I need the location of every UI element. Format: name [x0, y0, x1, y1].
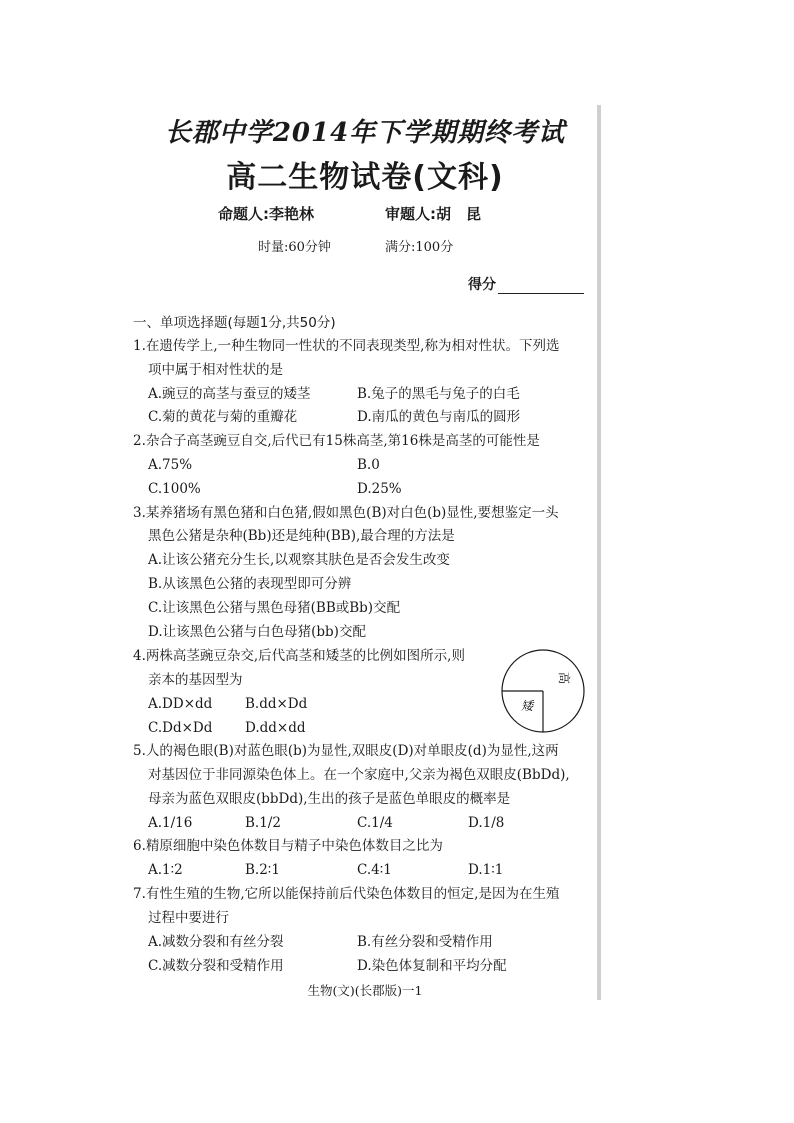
option-b: B.dd×Dd — [245, 696, 308, 712]
option-c: C.4∶1 — [357, 862, 392, 878]
time-limit: 时量:60分钟 — [258, 240, 331, 255]
ratio-pie-figure — [500, 648, 586, 734]
question-line: 过程中要进行 — [148, 910, 229, 926]
option-a: A.减数分裂和有丝分裂 — [148, 934, 284, 950]
option-c: C.减数分裂和受精作用 — [148, 958, 284, 974]
question-line: 7.有性生殖的生物,它所以能保持前后代染色体数目的恒定,是因为在生殖 — [133, 886, 560, 902]
option-c: C.让该黑色公猪与黑色母猪(BB或Bb)交配 — [148, 600, 401, 616]
question-line: 5.人的褐色眼(B)对蓝色眼(b)为显性,双眼皮(D)对单眼皮(d)为显性,这两 — [133, 743, 559, 759]
option-d: D.25% — [357, 481, 402, 497]
pie-label-short: 矮 — [520, 699, 534, 713]
option-b: B.从该黑色公猪的表现型即可分辨 — [148, 576, 352, 592]
option-c: C.菊的黄花与菊的重瓣花 — [148, 409, 298, 425]
question-line: 2.杂合子高茎豌豆自交,后代已有15株高茎,第16株是高茎的可能性是 — [133, 433, 540, 449]
paper-title: 高二生物试卷(文科) — [226, 160, 504, 195]
option-d: D.南瓜的黄色与南瓜的圆形 — [357, 409, 521, 425]
full-score: 满分:100分 — [385, 240, 454, 255]
score-blank — [498, 279, 584, 294]
option-a: A.75% — [148, 457, 193, 473]
option-d: D.dd×dd — [245, 720, 306, 736]
question-line: 亲本的基因型为 — [148, 672, 243, 688]
option-b: B.有丝分裂和受精作用 — [357, 934, 493, 950]
option-c: C.100% — [148, 481, 201, 497]
question-line: 3.某养猪场有黑色猪和白色猪,假如黑色(B)对白色(b)显性,要想鉴定一头 — [133, 505, 559, 521]
option-c: C.Dd×Dd — [148, 720, 213, 736]
option-a: A.DD×dd — [148, 696, 213, 712]
school-title: 长郡中学2014年下学期期终考试 — [164, 118, 566, 148]
question-line: 对基因位于非同源染色体上。在一个家庭中,父亲为褐色双眼皮(BbDd), — [148, 767, 570, 783]
question-line: 黑色公猪是杂种(Bb)还是纯种(BB),最合理的方法是 — [148, 528, 455, 544]
setter-name: 命题人:李艳林 — [218, 205, 314, 223]
option-d: D.让该黑色公猪与白色母猪(bb)交配 — [148, 624, 366, 640]
option-d: D.1∶1 — [468, 862, 504, 878]
binding-edge-shadow — [597, 105, 601, 1000]
option-a: A.1∶2 — [148, 862, 183, 878]
question-line: 项中属于相对性状的是 — [148, 362, 283, 378]
option-a: A.让该公猪充分生长,以观察其肤色是否会发生改变 — [148, 552, 450, 568]
option-a: A.豌豆的高茎与蚕豆的矮茎 — [148, 386, 311, 402]
option-b: B.兔子的黑毛与兔子的白毛 — [357, 386, 520, 402]
option-a: A.1/16 — [148, 815, 193, 831]
option-b: B.1/2 — [245, 815, 281, 831]
question-line: 1.在遗传学上,一种生物同一性状的不同表现类型,称为相对性状。下列选 — [133, 338, 560, 354]
page-footer: 生物(文)(长郡版)一1 — [307, 983, 423, 998]
option-d: D.染色体复制和平均分配 — [357, 958, 507, 974]
option-b: B.0 — [357, 457, 380, 473]
section-heading: 一、单项选择题(每题1分,共50分) — [133, 315, 336, 331]
question-line: 6.精原细胞中染色体数目与精子中染色体数目之比为 — [133, 838, 443, 854]
question-line: 母亲为蓝色双眼皮(bbDd),生出的孩子是蓝色单眼皮的概率是 — [148, 791, 511, 807]
question-line: 4.两株高茎豌豆杂交,后代高茎和矮茎的比例如图所示,则 — [133, 648, 465, 664]
option-d: D.1/8 — [468, 815, 505, 831]
option-b: B.2∶1 — [245, 862, 280, 878]
reviewer-name: 审题人:胡 昆 — [385, 205, 481, 223]
pie-label-tall: 高 — [557, 671, 571, 685]
score-label: 得分 — [468, 277, 496, 293]
option-c: C.1/4 — [357, 815, 393, 831]
score-field — [468, 274, 584, 294]
